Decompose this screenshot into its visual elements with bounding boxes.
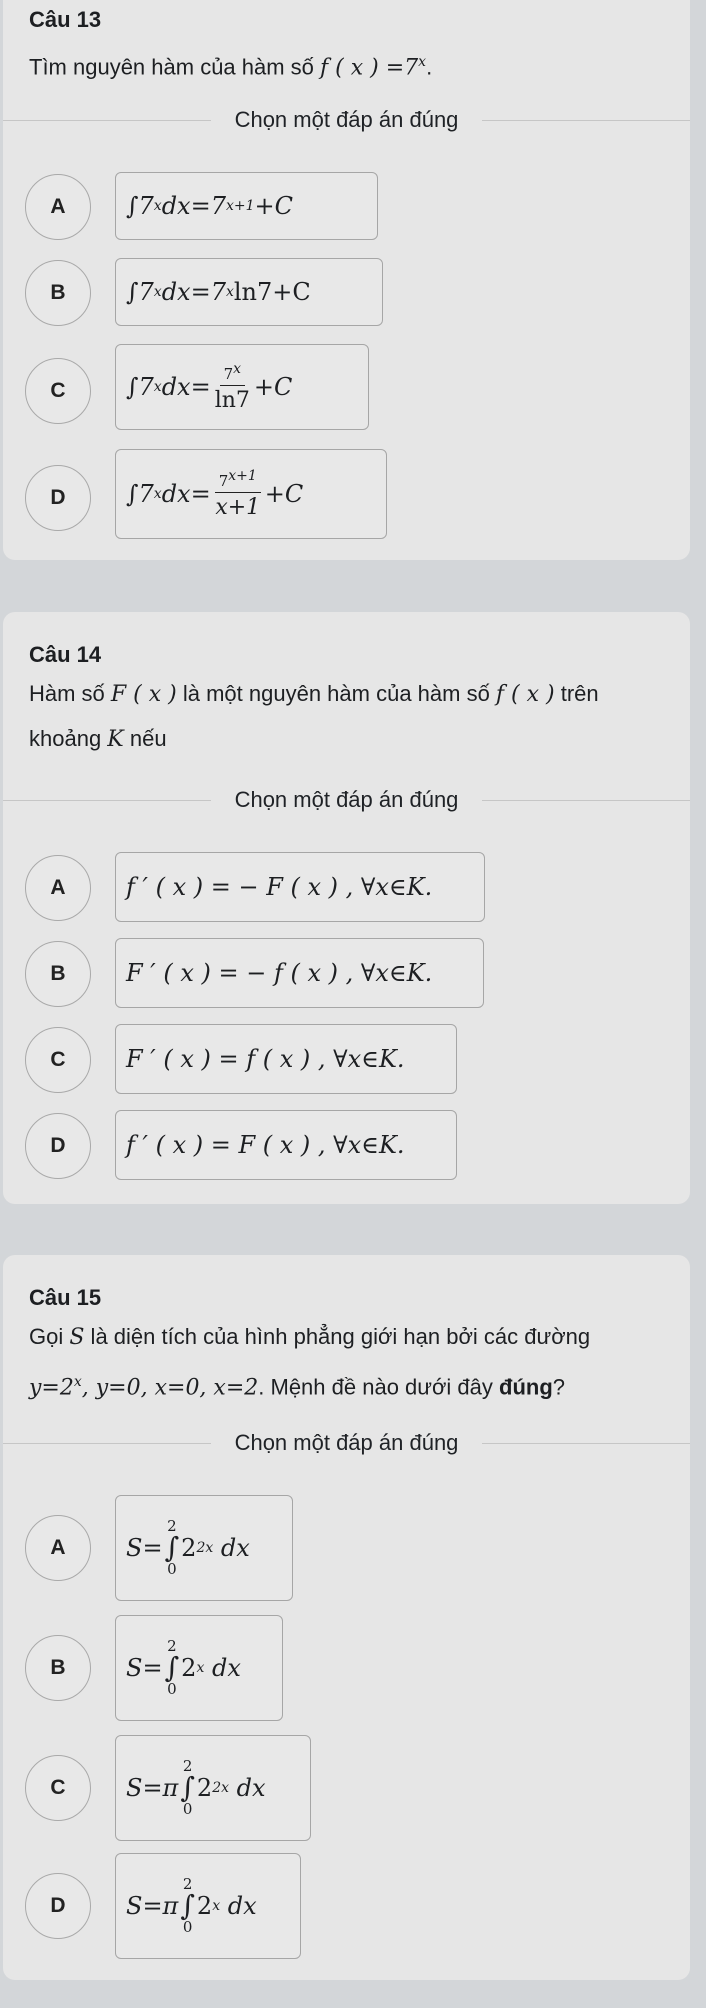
- answer-prompt-divider: Chọn một đáp án đúng: [3, 106, 690, 134]
- option-letter[interactable]: D: [25, 465, 91, 531]
- question-text: Tìm nguyên hàm của hàm số f ( x ) $=7^x$.: [29, 54, 433, 81]
- option-answer[interactable]: f ′ ( x ) = F ( x ) , ∀x∈K.: [115, 1110, 457, 1180]
- question-card-13: [3, 0, 690, 560]
- integral-sign: 2 ∫ 0: [180, 1875, 195, 1936]
- option-letter[interactable]: A: [25, 855, 91, 921]
- question-card-15: [3, 1255, 690, 1980]
- option-letter[interactable]: C: [25, 1755, 91, 1821]
- question-number: Câu 13: [29, 7, 102, 32]
- option-letter[interactable]: B: [25, 260, 91, 326]
- integral-sign: 2 ∫ 0: [164, 1637, 180, 1698]
- option-answer[interactable]: f ′ ( x ) = − F ( x ) , ∀x∈K.: [115, 852, 485, 922]
- question-number: Câu 15: [29, 1285, 102, 1310]
- question-text: Hàm số F ( x ) là một nguyên hàm của hàm số f ( x ) trên khoảng K nếu: [29, 681, 599, 752]
- option-letter[interactable]: B: [25, 941, 91, 1007]
- fraction: $\frac{7^x}{\ln 7}$: [214, 361, 250, 413]
- option-letter[interactable]: D: [25, 1113, 91, 1179]
- option-answer[interactable]: ∫7 x dx=7 x ln7+C: [115, 258, 383, 326]
- option-answer[interactable]: ∫7 x dx= $\frac{7^{x+1}}{x+1}$ +C: [115, 449, 387, 539]
- option-answer[interactable]: S= 2 ∫ 0 2 2x dx: [115, 1495, 293, 1601]
- option-letter[interactable]: C: [25, 358, 91, 424]
- option-answer[interactable]: ∫7 x dx= $\frac{7^x}{\ln 7}$ +C: [115, 344, 369, 430]
- question-text: Gọi S là diện tích của hình phẳng giới hạn bởi các đường $y=2^x$, y=0, x=0, x=2. Mệnh đề nào dưới đây đúng?: [29, 1324, 591, 1401]
- question-card-14: [3, 612, 690, 1204]
- answer-prompt-divider: Chọn một đáp án đúng: [3, 1429, 690, 1457]
- option-answer[interactable]: S=π 2 ∫ 0 2 x dx: [115, 1853, 301, 1959]
- option-letter[interactable]: A: [25, 1515, 91, 1581]
- option-answer[interactable]: S=π 2 ∫ 0 2 2x dx: [115, 1735, 311, 1841]
- option-letter[interactable]: D: [25, 1873, 91, 1939]
- integral-sign: 2 ∫ 0: [164, 1517, 180, 1578]
- option-answer[interactable]: F ′ ( x ) = f ( x ) , ∀x∈K.: [115, 1024, 457, 1094]
- option-letter[interactable]: A: [25, 174, 91, 240]
- fraction: $\frac{7^{x+1}}{x+1}$: [215, 468, 261, 520]
- option-answer[interactable]: F ′ ( x ) = − f ( x ) , ∀x∈K.: [115, 938, 484, 1008]
- option-letter[interactable]: B: [25, 1635, 91, 1701]
- option-answer[interactable]: S= 2 ∫ 0 2 x dx: [115, 1615, 283, 1721]
- question-number: Câu 14: [29, 642, 102, 667]
- option-answer[interactable]: ∫7 x dx=7 x+1 +C: [115, 172, 378, 240]
- integral-sign: 2 ∫ 0: [180, 1757, 195, 1818]
- answer-prompt-divider: Chọn một đáp án đúng: [3, 786, 690, 814]
- option-letter[interactable]: C: [25, 1027, 91, 1093]
